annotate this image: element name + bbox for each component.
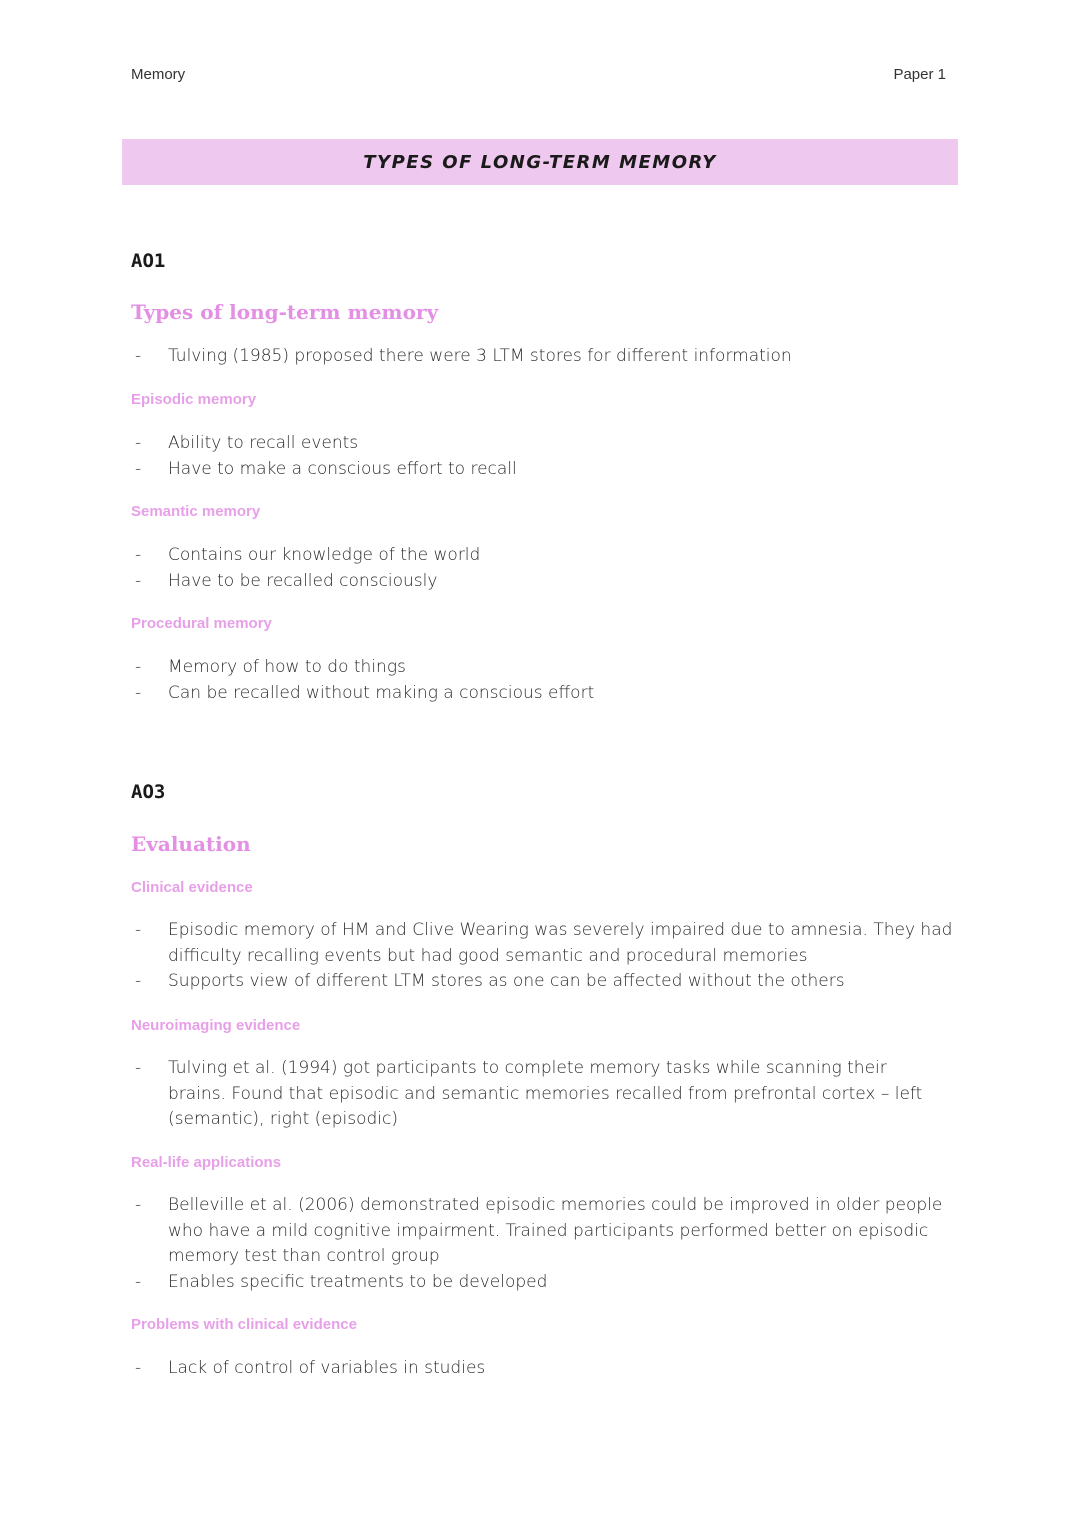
reallife-list bbox=[131, 1193, 956, 1295]
problems-list-block bbox=[131, 1356, 485, 1382]
list-item: - Lack of control of variables in studies bbox=[131, 1356, 485, 1382]
semantic-list-block bbox=[131, 543, 480, 594]
header-paper: Paper 1 bbox=[893, 66, 946, 83]
list-item: - Can be recalled without making a conscious effort bbox=[131, 681, 594, 707]
list-item: - Have to make a conscious effort to recall bbox=[131, 457, 517, 483]
problems-heading-block bbox=[131, 1314, 357, 1336]
list-item: - Belleville et al. (2006) demonstrated episodic memories could be improved in older people who have a mild cognitive impairment. Trained participants performed better on episodic memory test than control group bbox=[131, 1193, 956, 1270]
list-item: - Enables specific treatments to be developed bbox=[131, 1270, 956, 1296]
procedural-list bbox=[131, 655, 594, 706]
title-banner bbox=[122, 139, 958, 185]
clinical-list bbox=[131, 918, 961, 995]
list-item: - Tulving et al. (1994) got participants to complete memory tasks while scanning their brains. Found that episodic and semantic memories recalled from prefrontal cortex – left (semantic), right (episodic) bbox=[131, 1056, 941, 1133]
reallife-heading-block bbox=[131, 1152, 281, 1174]
list-item: - Contains our knowledge of the world bbox=[131, 543, 480, 569]
ao3-label: AO3 bbox=[131, 781, 166, 803]
section-heading: Problems with clinical evidence bbox=[131, 1316, 357, 1333]
section-heading: Clinical evidence bbox=[131, 879, 253, 896]
ao1-label: AO1 bbox=[131, 250, 166, 272]
section-heading: Semantic memory bbox=[131, 503, 261, 520]
episodic-heading-block bbox=[131, 389, 256, 411]
section-heading: Episodic memory bbox=[131, 391, 257, 408]
clinical-heading-block bbox=[131, 877, 253, 899]
ao3-label-block bbox=[131, 779, 165, 805]
section-heading: Procedural memory bbox=[131, 615, 272, 632]
episodic-list bbox=[131, 431, 517, 482]
list-item: - Supports view of different LTM stores as one can be affected without the others bbox=[131, 969, 961, 995]
ao1-label-block bbox=[131, 248, 165, 274]
list-item: - Episodic memory of HM and Clive Wearing was severely impaired due to amnesia. They had difficulty recalling events but had good semantic and procedural memories bbox=[131, 918, 961, 969]
reallife-list-block bbox=[131, 1193, 956, 1295]
ao3-title: Evaluation bbox=[131, 832, 251, 856]
episodic-list-block bbox=[131, 431, 517, 482]
ao1-intro-list bbox=[131, 344, 792, 370]
list-item: - Tulving (1985) proposed there were 3 LTM stores for different information bbox=[131, 344, 792, 370]
list-item: - Have to be recalled consciously bbox=[131, 569, 480, 595]
list-item: - Ability to recall events bbox=[131, 431, 517, 457]
neuroimaging-list bbox=[131, 1056, 941, 1133]
problems-list bbox=[131, 1356, 485, 1382]
procedural-list-block bbox=[131, 655, 594, 706]
page-title: TYPES OF LONG-TERM MEMORY bbox=[363, 151, 717, 173]
clinical-list-block bbox=[131, 918, 961, 995]
neuroimaging-list-block bbox=[131, 1056, 941, 1133]
ao3-title-block bbox=[131, 830, 251, 858]
ao1-title-block bbox=[131, 298, 438, 326]
ao1-title: Types of long-term memory bbox=[131, 300, 439, 324]
section-heading: Real-life applications bbox=[131, 1154, 282, 1171]
semantic-heading-block bbox=[131, 501, 260, 523]
header-subject: Memory bbox=[131, 66, 186, 83]
neuroimaging-heading-block bbox=[131, 1015, 300, 1037]
section-heading: Neuroimaging evidence bbox=[131, 1017, 301, 1034]
procedural-heading-block bbox=[131, 613, 272, 635]
ao1-intro-block bbox=[131, 344, 792, 370]
semantic-list bbox=[131, 543, 480, 594]
list-item: - Memory of how to do things bbox=[131, 655, 594, 681]
